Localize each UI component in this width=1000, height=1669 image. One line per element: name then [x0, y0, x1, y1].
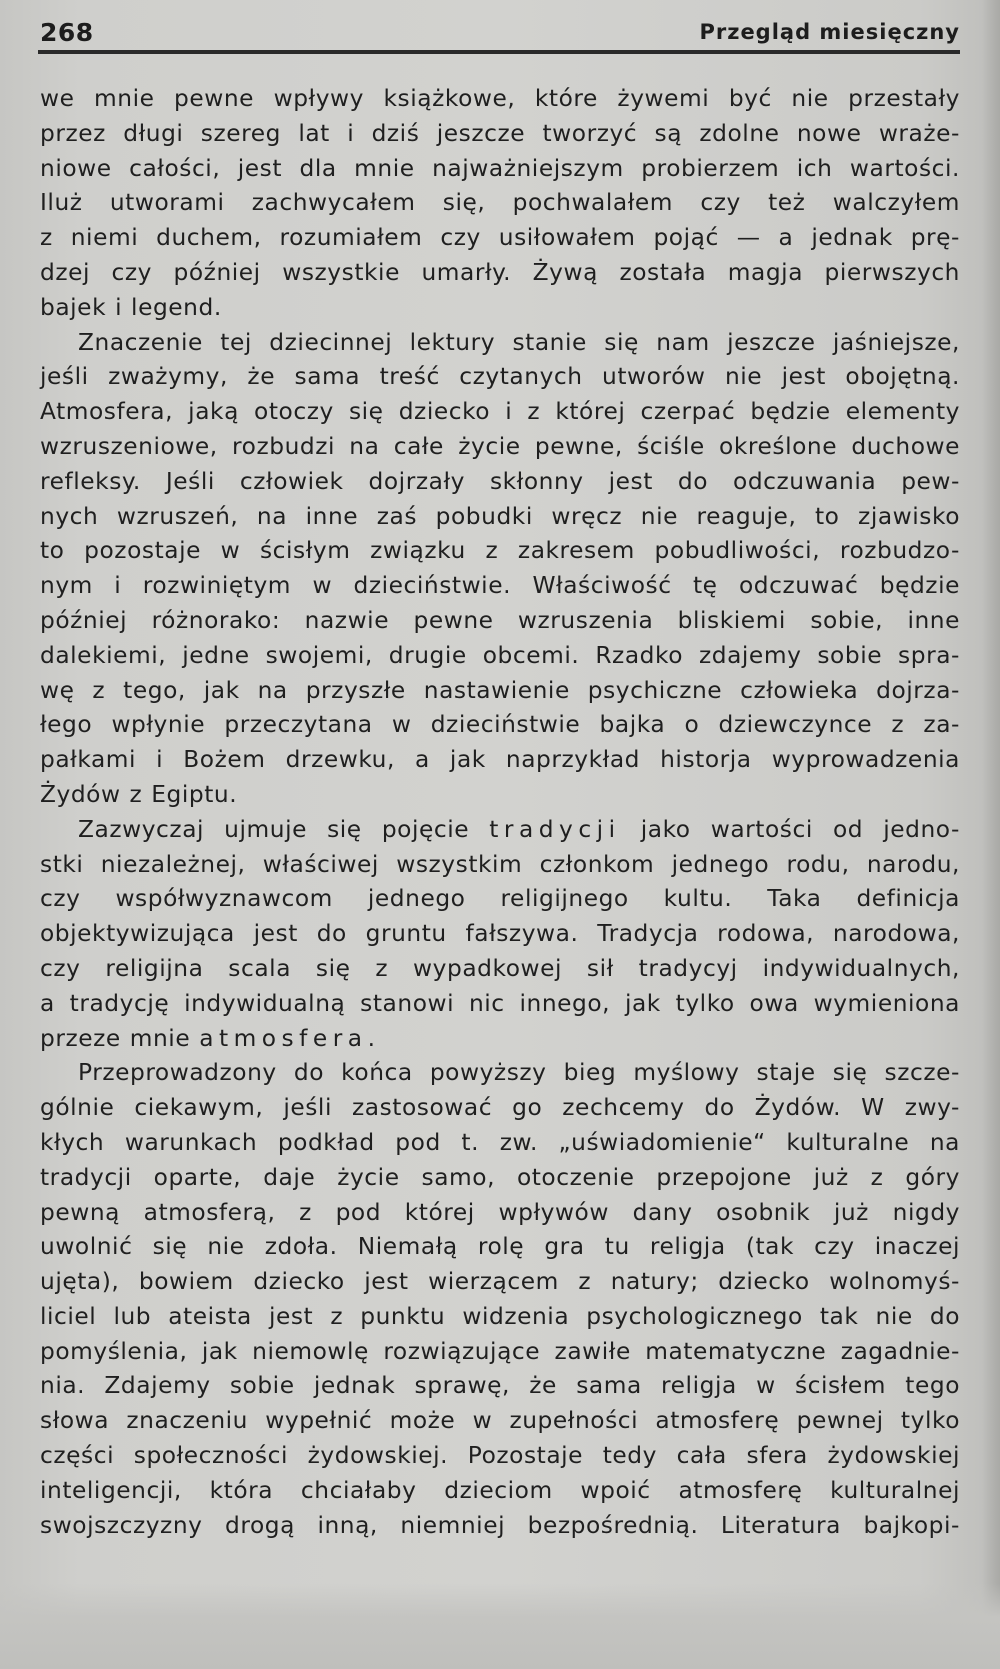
text-line: pałkami i Bożem drzewku, a jak naprzykład historja wyprowadzenia: [40, 746, 960, 774]
text-line: tradycji oparte, daje życie samo, otoczenie przepojone już z góry: [40, 1163, 960, 1191]
text-line: [40, 1022, 960, 1057]
text-line: z niemi duchem, rozumiałem czy usiłowałem pojąć — a jednak prę-: [40, 224, 960, 252]
text-line: pomyślenia, jak niemowlę rozwiązujące zawiłe matematyczne zagadnie-: [40, 1337, 960, 1365]
text-line: później różnorako: nazwie pewne wzruszenia bliskiemi sobie, inne: [40, 606, 960, 634]
text-line: bajek i legend.: [40, 293, 222, 321]
page-number: 268: [40, 18, 94, 47]
running-title: Przegląd miesięczny: [699, 20, 960, 44]
text-line: objektywizująca jest do gruntu fałszywa. Tradycja rodowa, narodowa,: [40, 920, 960, 948]
text-line: refleksy. Jeśli człowiek dojrzały skłonny jest do odczuwania pew-: [40, 467, 960, 495]
text-segment: .: [367, 1024, 376, 1052]
text-line: to pozostaje w ścisłym związku z zakresem pobudliwości, rozbudzo-: [40, 537, 960, 565]
text-line: we mnie pewne wpływy książkowe, które żywemi być nie przestały: [40, 85, 960, 112]
text-line: Atmosfera, jaką otoczy się dziecko i z której czerpać będzie elementy: [40, 398, 960, 426]
text-segment: przeze mnie: [40, 1024, 191, 1052]
text-line: Iluż utworami zachwycałem się, pochwalałem czy też walczyłem: [40, 189, 960, 217]
text-line: nym i rozwiniętym w dzieciństwie. Właściwość tę odczuwać będzie: [40, 572, 960, 600]
text-line: gólnie ciekawym, jeśli zastosować go zechcemy do Żydów. W zwy-: [40, 1094, 960, 1122]
body-text: [40, 82, 960, 1543]
text-line: wę z tego, jak na przyszłe nastawienie psychiczne człowieka dojrza-: [40, 676, 960, 704]
text-line: wzruszeniowe, rozbudzi na całe życie pewne, ściśle określone duchowe: [40, 432, 960, 460]
page-edge-shadow: [982, 0, 1000, 1669]
text-segment: Zazwyczaj ujmuje się pojęcie: [78, 815, 470, 843]
text-line: Znaczenie tej dziecinnej lektury stanie się nam jeszcze jaśniejsze,: [78, 328, 960, 356]
text-line: czy religijna scala się z wypadkowej sił tradycyj indywidualnych,: [40, 954, 960, 982]
text-line: swojszczyzny drogą inną, niemniej bezpośrednią. Literatura bajkopi-: [40, 1511, 960, 1539]
header-rule: [38, 50, 960, 54]
text-line: czy współwyznawcom jednego religijnego kultu. Taka definicja: [40, 885, 960, 913]
text-line: ujęta), bowiem dziecko jest wierzącem z natury; dziecko wolnomyś-: [40, 1268, 960, 1296]
text-line: części społeczności żydowskiej. Pozostaje tedy cała sfera żydowskiej: [40, 1442, 960, 1470]
text-line: słowa znaczeniu wypełnić może w zupełności atmosferę pewnej tylko: [40, 1407, 960, 1435]
text-line: nia. Zdajemy sobie jednak sprawę, że sama religja w ścisłem tego: [40, 1372, 960, 1400]
text-line: Przeprowadzony do końca powyższy bieg myślowy staje się szcze-: [78, 1059, 960, 1087]
text-line: dzej czy później wszystkie umarły. Żywą została magja pierwszych: [40, 258, 960, 286]
text-line: inteligencji, która chciałaby dzieciom wpoić atmosferę kulturalnej: [40, 1476, 960, 1504]
text-line: stki niezależnej, właściwej wszystkim członkom jednego rodu, narodu,: [40, 850, 960, 878]
text-line: Żydów z Egiptu.: [40, 780, 238, 808]
text-line: pewną atmosferą, z pod której wpływów dany osobnik już nigdy: [40, 1198, 960, 1226]
text-line: łego wpłynie przeczytana w dzieciństwie bajka o dziewczynce z za-: [40, 711, 960, 739]
spaced-term: tradycji: [489, 815, 621, 843]
text-line: nych wzruszeń, na inne zaś pobudki wręcz nie reaguje, to zjawisko: [40, 502, 960, 530]
text-line: uwolnić się nie zdoła. Niemałą rolę gra tu religja (tak czy inaczej: [40, 1233, 960, 1261]
text-line: przez długi szereg lat i dziś jeszcze tworzyć są zdolne nowe wraże-: [40, 119, 960, 147]
text-line: niowe całości, jest dla mnie najważniejszym probierzem ich wartości.: [40, 154, 960, 182]
text-segment: jako wartości od jedno-: [640, 815, 960, 843]
text-line: dalekiemi, jedne swojemi, drugie obcemi. Rzadko zdajemy sobie spra-: [40, 641, 960, 669]
text-line: jeśli zważymy, że sama treść czytanych utworów nie jest obojętną.: [40, 363, 960, 391]
spaced-term: atmosfera: [199, 1024, 368, 1052]
text-line: [40, 813, 960, 848]
text-line: kłych warunkach podkład pod t. zw. „uświadomienie“ kulturalne na: [40, 1128, 960, 1156]
text-line: liciel lub ateista jest z punktu widzenia psychologicznego tak nie do: [40, 1302, 960, 1330]
text-line: a tradycję indywidualną stanowi nic innego, jak tylko owa wymieniona: [40, 989, 960, 1017]
